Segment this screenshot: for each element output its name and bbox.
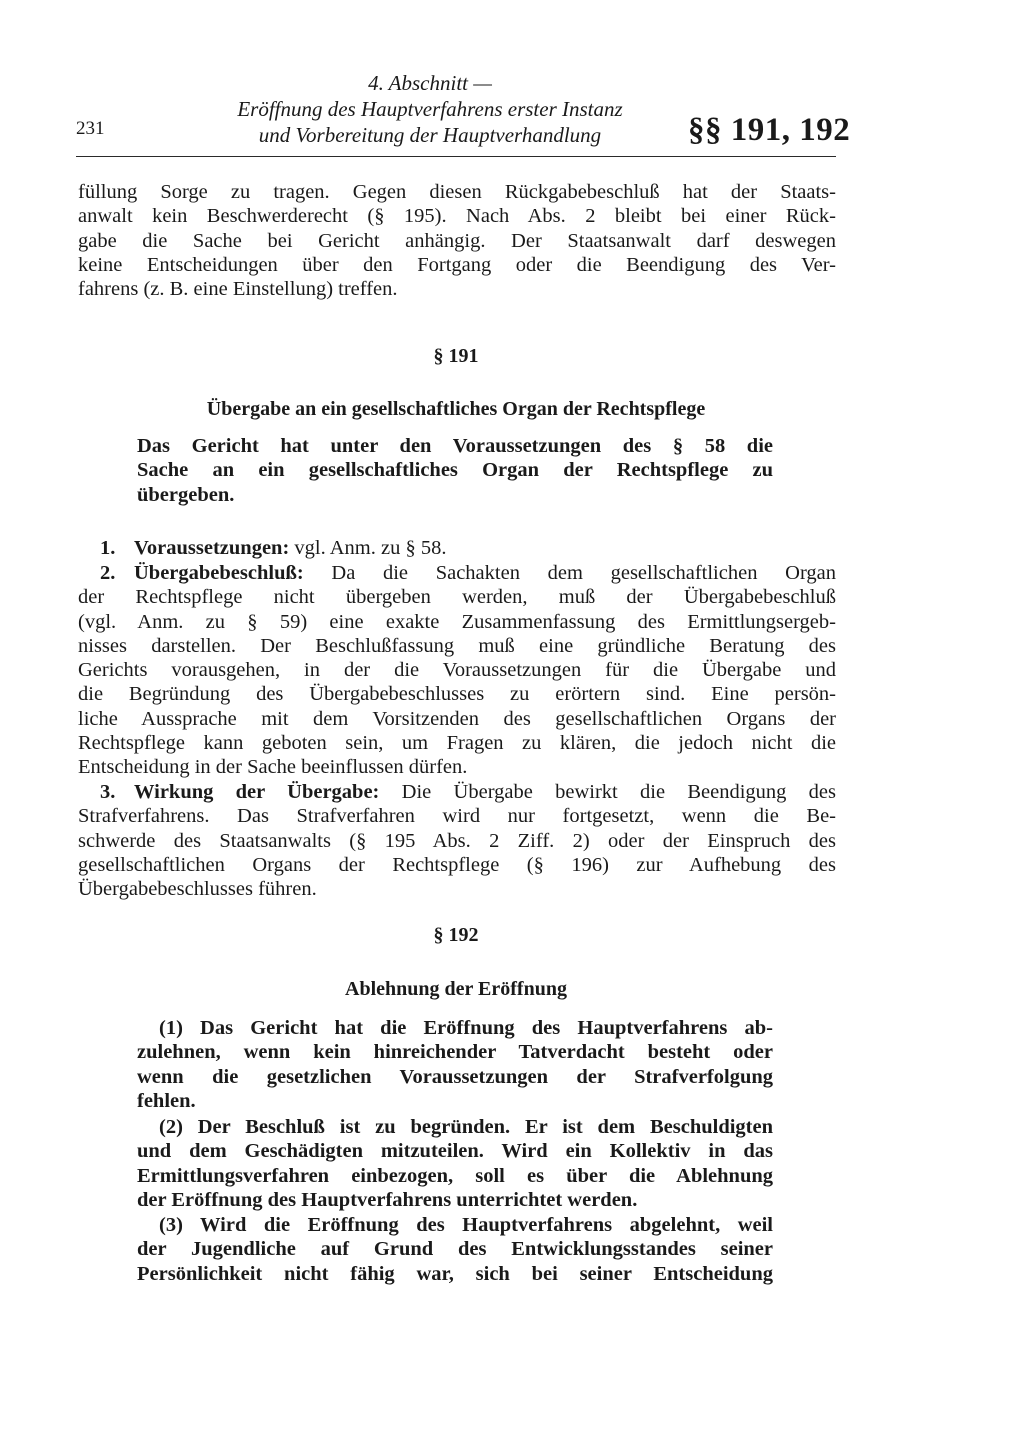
intro-paragraph <box>78 180 836 301</box>
note-line: gesellschaftlichen Organs der Rechtspflege (§ 196) zur Aufhebung des <box>78 853 836 876</box>
chapter-label: 4. Abschnitt — <box>368 71 492 95</box>
note-line <box>78 561 836 585</box>
section-191-law-text <box>137 434 773 507</box>
note-line <box>78 536 836 560</box>
section-192-paragraph-2 <box>137 1115 773 1212</box>
intro-line: füllung Sorge zu tragen. Gegen diesen Rückgabebeschluß hat der Staats- <box>78 181 836 203</box>
note-text: Die Übergabe bewirkt die Beendigung des <box>379 781 836 803</box>
note-line: Entscheidung in der Sache beeinflussen dürfen. <box>78 756 468 779</box>
header-title-line2: und Vorbereitung der Hauptverhandlung <box>258 123 602 147</box>
note-line: die Begründung des Übergabebeschlusses zu erörtern sind. Eine persön- <box>78 683 836 706</box>
header-divider <box>76 156 836 157</box>
note-line: Übergabebeschlusses führen. <box>78 878 317 901</box>
law-line: Das Gericht hat unter den Voraussetzungen des § 58 die <box>137 435 773 457</box>
note-label: Wirkung der Übergabe: <box>134 781 380 803</box>
section-192-paragraph-3 <box>137 1213 773 1286</box>
note-label: Übergabebeschluß: <box>134 562 304 584</box>
note-2 <box>78 561 836 780</box>
law-line: der Eröffnung des Hauptverfahrens unterrichtet werden. <box>137 1188 638 1211</box>
note-line: der Rechtspflege nicht übergeben werden, muß der Übergabebeschluß <box>78 586 836 609</box>
note-text: Da die Sachakten dem gesellschaftlichen Organ <box>303 562 836 584</box>
header-paragraph-range: §§ 191, 192 <box>688 112 851 148</box>
header-title-line1: Eröffnung des Hauptverfahrens erster Instanz <box>237 97 623 121</box>
law-line: zulehnen, wenn kein hinreichender Tatverdacht besteht oder <box>137 1041 773 1064</box>
section-191-title: Übergabe an ein gesellschaftliches Organ der Rechtspflege <box>206 398 706 420</box>
note-1 <box>78 536 836 560</box>
note-line: (vgl. Anm. zu § 59) eine exakte Zusammenfassung des Ermittlungsergeb- <box>78 610 836 633</box>
running-header <box>150 70 710 148</box>
intro-line: keine Entscheidungen über den Fortgang oder die Beendigung des Ver- <box>78 253 836 276</box>
law-line: (1) Das Gericht hat die Eröffnung des Hauptverfahrens ab- <box>159 1017 773 1039</box>
page-number: 231 <box>76 118 105 139</box>
intro-line: anwalt kein Beschwerderecht (§ 195). Nach Abs. 2 bleibt bei einer Rück- <box>78 205 836 228</box>
law-line: übergeben. <box>137 483 235 506</box>
law-line: fehlen. <box>137 1089 196 1112</box>
law-line: der Jugendliche auf Grund des Entwicklungsstandes seiner <box>137 1238 773 1261</box>
note-label: Voraussetzungen: <box>134 537 290 559</box>
law-line: wenn die gesetzlichen Voraussetzungen der Strafverfolgung <box>137 1065 773 1088</box>
note-line: liche Aussprache mit dem Vorsitzenden des gesellschaftlichen Organs der <box>78 707 836 730</box>
law-line: (2) Der Beschluß ist zu begründen. Er ist dem Beschuldigten <box>159 1116 773 1138</box>
section-191-number: § 191 <box>433 345 479 367</box>
note-line: Rechtspflege kann geboten sein, um Fragen zu klären, die jedoch nicht die <box>78 732 836 755</box>
note-number: 2. <box>100 562 116 584</box>
law-line: und dem Geschädigten mitzuteilen. Wird ein Kollektiv in das <box>137 1140 773 1163</box>
note-line: nisses darstellen. Der Beschlußfassung muß eine gründliche Beratung des <box>78 634 836 657</box>
law-line: Persönlichkeit nicht fähig war, sich bei seiner Entscheidung <box>137 1262 773 1285</box>
intro-line: fahrens (z. B. eine Einstellung) treffen. <box>78 278 398 301</box>
note-3 <box>78 780 836 901</box>
note-number: 3. <box>100 781 116 803</box>
law-line: Sache an ein gesellschaftliches Organ der Rechtspflege zu <box>137 459 773 482</box>
note-line: Strafverfahrens. Das Strafverfahren wird nur fortgesetzt, wenn die Be- <box>78 805 836 828</box>
note-number: 1. <box>100 537 116 559</box>
note-line: Gerichts vorausgehen, in der die Voraussetzungen für die Übergabe und <box>78 659 836 682</box>
law-line: (3) Wird die Eröffnung des Hauptverfahrens abgelehnt, weil <box>159 1214 773 1236</box>
section-192-paragraph-1 <box>137 1016 773 1113</box>
law-line: Ermittlungsverfahren einbezogen, soll es über die Ablehnung <box>137 1164 773 1187</box>
section-192-number: § 192 <box>433 924 479 946</box>
note-line <box>78 780 836 804</box>
intro-line: gabe die Sache bei Gericht anhängig. Der Staatsanwalt darf deswegen <box>78 229 836 252</box>
section-192-title: Ablehnung der Eröffnung <box>345 978 567 1000</box>
note-text: vgl. Anm. zu § 58. <box>289 537 447 559</box>
note-line: schwerde des Staatsanwalts (§ 195 Abs. 2 Ziff. 2) oder der Einspruch des <box>78 829 836 852</box>
